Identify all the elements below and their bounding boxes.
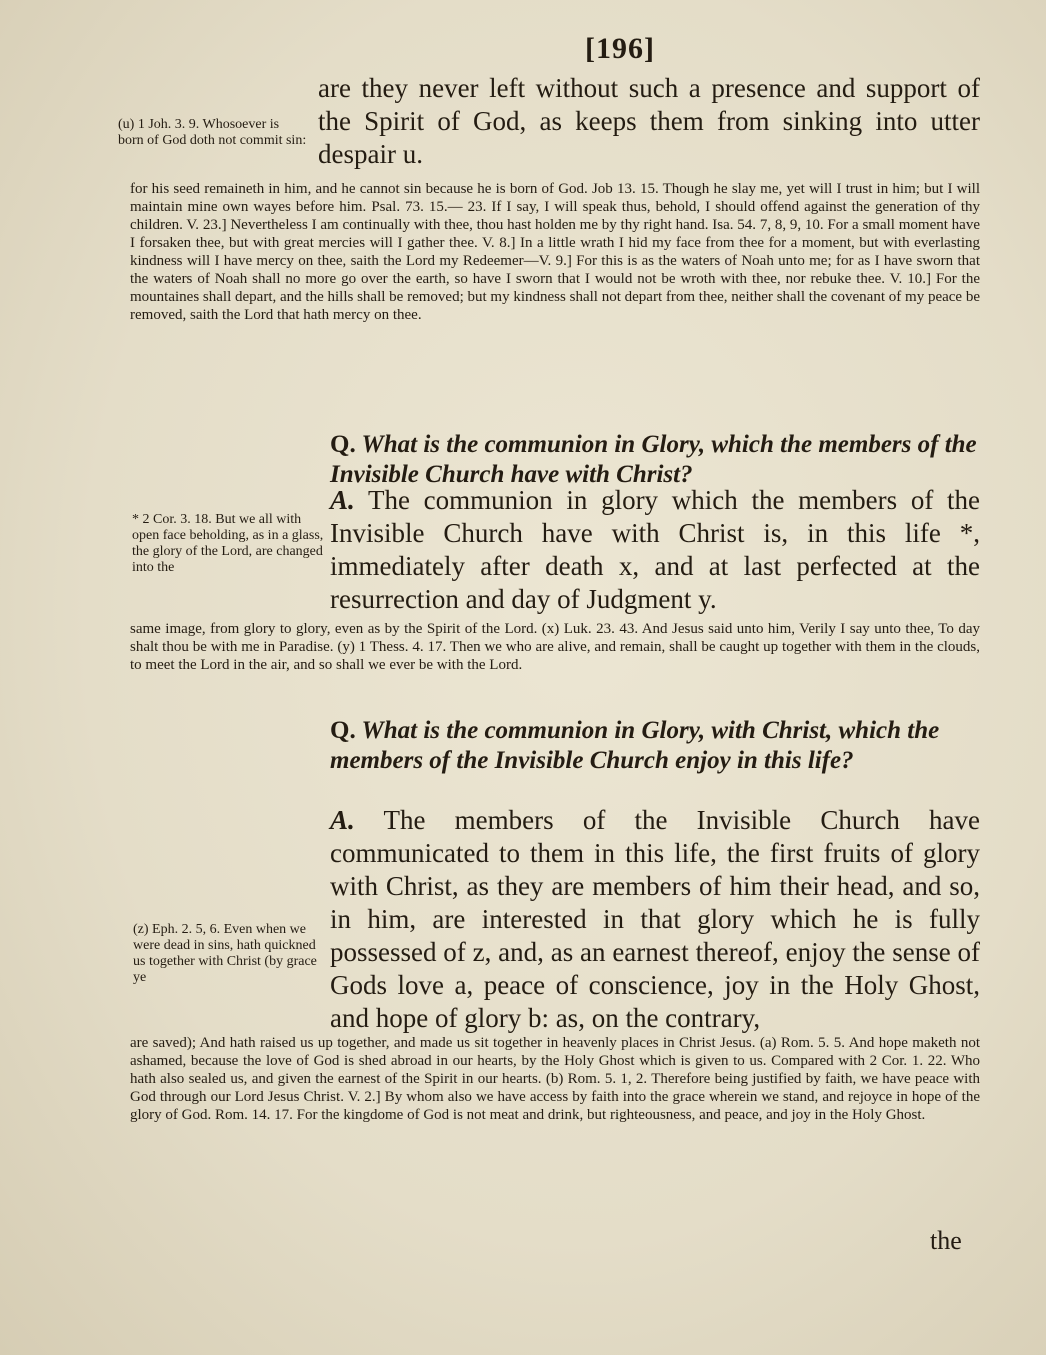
question-1	[330, 430, 980, 490]
side-note-z: (z) Eph. 2. 5, 6. Even when we were dead in sins, hath quickned us together with Christ (by grace ye	[133, 922, 317, 985]
footnote-u: for his seed remaineth in him, and he cannot sin because he is born of God. Job 13. 15. Though he slay me, yet will I trust in him; but I will maintain mine own wayes before him. Psal. 73. 15.— 23. If I say, I will speak thus, behold, I should offend against the generation of thy children. V. 23.] Nevertheless I am continually with thee, thou hast holden me by thy right hand. Isa. 54. 7, 8, 9, 10. For a small moment have I forsaken thee, but with great mercies will I gather thee. V. 8.] In a little wrath I hid my face from thee for a moment, but with everlasting kindness will I have mercy on thee, saith the Lord my Redeemer—V. 9.] For this is as the waters of Noah unto me; for as I have sworn that the waters of Noah shall no more go over the earth, so have I sworn that I would not be wroth with thee, nor rebuke thee. V. 10.] For the mountaines shall depart, and the hills shall be removed; but my kindness shall not depart from thee, neither shall the covenant of my peace be removed, saith the Lord that hath mercy on thee.	[130, 181, 980, 323]
question-2-text: What is the communion in Glory, with Christ, which the members of the Invisible Church enjoy in this life?	[330, 717, 940, 774]
question-2	[330, 716, 980, 776]
answer-2-text: The members of the Invisible Church have communicated to them in this life, the first fruits of glory with Christ, as they are members of him their head, and so, in him, are interested in that glory which he is fully possessed of z, and, as an earnest thereof, enjoy the sense of Gods love a, peace of conscience, joy in the Holy Ghost, and hope of glory b: as, on the contrary,	[330, 805, 980, 1033]
answer-2	[330, 804, 980, 1035]
answer-1	[330, 484, 980, 616]
question-1-text: What is the communion in Glory, which the members of the Invisible Church have with Christ?	[330, 431, 977, 488]
footnote-x-y: same image, from glory to glory, even as by the Spirit of the Lord. (x) Luk. 23. 43. And Jesus said unto him, Verily I say unto thee, To day shalt thou be with me in Paradise. (y) 1 Thess. 4. 17. Then we who are alive, and remain, shall be caught up together with them in the clouds, to meet the Lord in the air, and so shall we ever be with the Lord.	[130, 621, 980, 673]
footnote-z-a-b: are saved); And hath raised us up together, and made us sit together in heavenly places in Christ Jesus. (a) Rom. 5. 5. And hope maketh not ashamed, because the love of God is shed abroad in our hearts, by the Holy Ghost which is given to us. Compared with 2 Cor. 1. 22. Who hath also sealed us, and given the earnest of the Spirit in our hearts. (b) Rom. 5. 1, 2. Therefore being justified by faith, we have peace with God through our Lord Jesus Christ. V. 2.] By whom also we have access by faith into the grace wherein we stand, and rejoyce in hope of the glory of God. Rom. 14. 17. For the kingdome of God is not meat and drink, but righteousness, and peace, and joy in the Holy Ghost.	[130, 1035, 980, 1123]
question-2-label: Q.	[330, 717, 356, 744]
answer-1-label: A.	[330, 485, 355, 515]
question-1-label: Q.	[330, 431, 356, 458]
answer-1-text: The communion in glory which the members of the Invisible Church have with Christ is, in this life *, immediately after death x, and at last perfected at the resurrection and day of Judgment y.	[330, 485, 980, 614]
page-number: [196]	[585, 32, 655, 65]
body-paragraph-1: are they never left without such a presence and support of the Spirit of God, as keeps them from sinking into utter despair u.	[318, 73, 980, 169]
answer-2-label: A.	[330, 805, 355, 835]
side-note-x: * 2 Cor. 3. 18. But we all with open face beholding, as in a glass, the glory of the Lord, are changed into the	[132, 512, 324, 575]
side-note-u: (u) 1 Joh. 3. 9. Whosoever is born of God doth not commit sin:	[118, 117, 307, 148]
catchword: the	[930, 1226, 962, 1255]
